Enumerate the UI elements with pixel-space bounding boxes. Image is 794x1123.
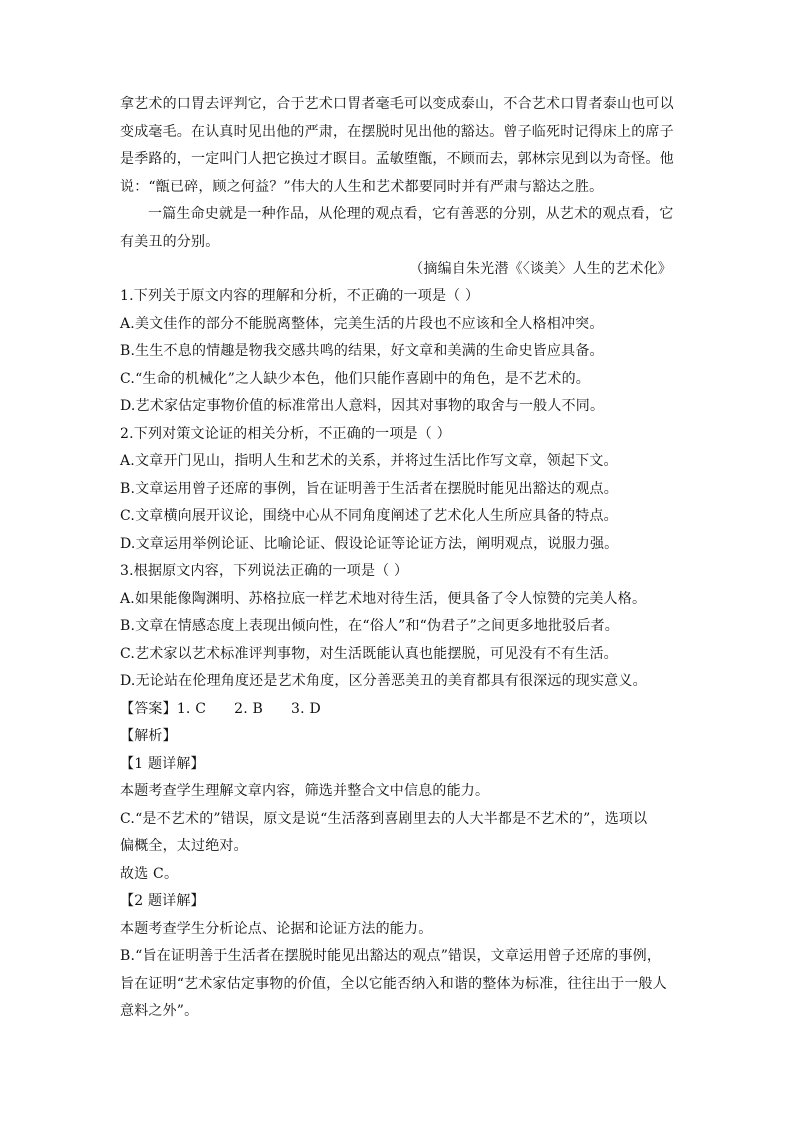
question-1-option-c: C.“生命的机械化”之人缺少本色，他们只能作喜剧中的角色，是不艺术的。 (120, 370, 590, 387)
answer-item: 3. D (291, 700, 321, 717)
analysis-q2-line: B.“旨在证明善于生活者在摆脱时能见出豁达的观点”错误，文章运用曾子还席的事例， (120, 948, 662, 964)
question-3-option-d: D.无论站在伦理角度还是艺术角度，区分善恶美丑的美育都具有很深远的现实意义。 (120, 673, 647, 689)
answer-item: 1. C (176, 700, 207, 717)
analysis-q1-line: 偏概全，太过绝对。 (120, 838, 248, 854)
analysis-q2-line: 本题考查学生分析论点、论据和论证方法的能力。 (120, 920, 433, 937)
question-2-option-a: A.文章开门见山，指明人生和艺术的关系，并将过生活比作写文章，领起下文。 (120, 453, 618, 469)
question-1-option-d: D.艺术家估定事物价值的标准常出人意料，因其对事物的取舍与一般人不同。 (120, 398, 605, 414)
passage-line: 说：“甑已碎，顾之何益？”伟大的人生和艺术都要同时并有严肃与豁达之胜。 (120, 178, 604, 195)
analysis-q1-line: C.“是不艺术的”错误，原文是说“生活落到喜剧里去的人大半都是不艺术的”，选项以 (120, 810, 648, 827)
passage-line: 变成毫毛。在认真时见出他的严肃，在摆脱时见出他的豁达。曾子临死时记得床上的席子 (120, 123, 674, 140)
questions-section (120, 283, 672, 1026)
passage-paragraph-1 (120, 91, 672, 201)
analysis-q2-heading: 【2 题详解】 (120, 893, 205, 909)
analysis-q1-line: 本题考查学生理解文章内容，筛选并整合文中信息的能力。 (120, 783, 490, 799)
analysis-q2-line: 意料之外”。 (120, 1003, 199, 1019)
analysis-q1-line: 故选 C。 (120, 865, 179, 882)
source-text: （摘编自朱光潜《〈谈美〉人生的艺术化》 (409, 261, 672, 277)
source-attribution (120, 256, 672, 284)
question-stem-2: 2.下列对策文论证的相关分析，不正确的一项是（ ） (120, 425, 451, 442)
passage-line: 有美丑的分别。 (120, 233, 220, 250)
passage-line: 拿艺术的口胃去评判它，合于艺术口胃者毫毛可以变成泰山，不合艺术口胃者泰山也可以 (120, 96, 674, 112)
answer-label: 【答案】 (120, 700, 177, 717)
analysis-q1-heading: 【1 题详解】 (120, 755, 205, 772)
question-2-option-c: C.文章横向展开议论，围绕中心从不同角度阐述了艺术化人生所应具备的特点。 (120, 508, 618, 524)
question-3-option-c: C.艺术家以艺术标准评判事物，对生活既能认真也能摆脱，可见没有不有生活。 (120, 645, 618, 662)
question-2-option-b: B.文章运用曾子还席的事例，旨在证明善于生活者在摆脱时能见出豁达的观点。 (120, 480, 618, 497)
question-stem-1: 1.下列关于原文内容的理解和分析，不正确的一项是（ ） (120, 288, 480, 304)
question-1-option-b: B.生生不息的情趣是物我交感共鸣的结果，好文章和美满的生命史皆应具备。 (120, 343, 604, 359)
question-stem-3: 3.根据原文内容，下列说法正确的一项是（ ） (120, 563, 409, 579)
passage-line: 一篇生命史就是一种作品，从伦理的观点看，它有善恶的分别，从艺术的观点看，它 (148, 206, 674, 222)
passage-paragraph-2 (120, 201, 672, 256)
answer-line (120, 696, 672, 724)
answer-item: 2. B (234, 700, 264, 717)
passage-line: 是季路的，一定叫门人把它换过才瞑目。孟敏堕甑，不顾而去，郭林宗见到以为奇怪。他 (120, 151, 674, 167)
question-3-option-a: A.如果能像陶渊明、苏格拉底一样艺术地对待生活，便具备了令人惊赞的完美人格。 (120, 590, 647, 607)
question-1-option-a: A.美文佳作的部分不能脱离整体，完美生活的片段也不应该和全人格相冲突。 (120, 315, 604, 332)
analysis-label: 【解析】 (120, 728, 177, 744)
question-3-option-b: B.文章在情感态度上表现出倾向性，在“俗人”和“伪君子”之间更多地批驳后者。 (120, 618, 619, 634)
question-2-option-d: D.文章运用举例论证、比喻论证、假设论证等论证方法，阐明观点，说服力强。 (120, 535, 619, 552)
analysis-q2-line: 旨在证明“艺术家估定事物的价值，全以它能否纳入和谐的整体为标准，往往出于一般人 (120, 975, 667, 992)
